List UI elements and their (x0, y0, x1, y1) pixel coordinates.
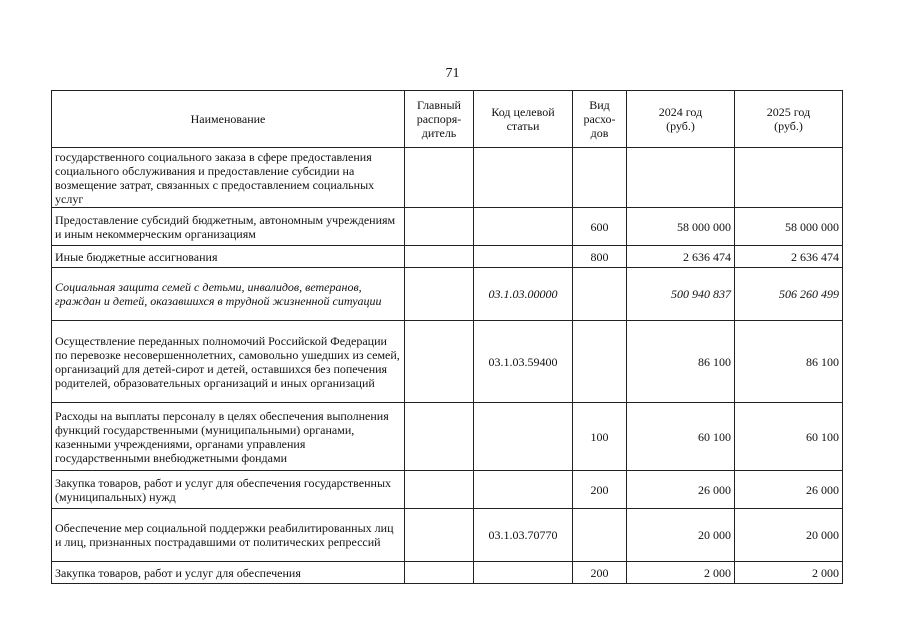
cell-admin (405, 268, 474, 321)
header-code-line: статьи (506, 119, 540, 133)
cell-admin (405, 208, 474, 246)
cell-2024: 60 100 (627, 403, 735, 471)
table-row (52, 208, 843, 246)
cell-type: 800 (573, 246, 627, 268)
header-admin-line: Главный (417, 98, 461, 112)
cell-admin (405, 321, 474, 403)
cell-admin (405, 562, 474, 584)
table-row (52, 509, 843, 562)
cell-admin (405, 403, 474, 471)
cell-code: 03.1.03.00000 (474, 268, 573, 321)
cell-2025 (735, 148, 843, 208)
cell-2024: 2 636 474 (627, 246, 735, 268)
cell-name: Закупка товаров, работ и услуг для обеспечения государственных (муниципальных) нужд (52, 471, 405, 509)
cell-name: Иные бюджетные ассигнования (52, 246, 405, 268)
cell-code (474, 562, 573, 584)
header-2025-line: (руб.) (774, 119, 803, 133)
cell-code (474, 471, 573, 509)
cell-2024: 86 100 (627, 321, 735, 403)
cell-admin (405, 509, 474, 562)
header-admin-line: распоря- (416, 112, 462, 126)
header-name: Наименование (52, 91, 405, 148)
header-type (573, 91, 627, 148)
cell-name: Обеспечение мер социальной поддержки реабилитированных лиц и лиц, признанных пострадавшими от политических репрессий (52, 509, 405, 562)
cell-2024: 500 940 837 (627, 268, 735, 321)
header-admin-line: дитель (421, 126, 457, 140)
header-type-line: расхо- (583, 112, 616, 126)
table-row (52, 246, 843, 268)
cell-2024: 20 000 (627, 509, 735, 562)
header-2025-line: 2025 год (766, 105, 811, 119)
cell-admin (405, 148, 474, 208)
cell-2025: 58 000 000 (735, 208, 843, 246)
table-row (52, 403, 843, 471)
cell-2024 (627, 148, 735, 208)
cell-code: 03.1.03.70770 (474, 509, 573, 562)
cell-2025: 26 000 (735, 471, 843, 509)
header-type-line: дов (590, 126, 609, 140)
table-row (52, 268, 843, 321)
cell-name: Расходы на выплаты персоналу в целях обеспечения выполнения функций государственными (муниципальными) органами, казенными учреждениями, органами управления государственными внебюджетными фондами (52, 403, 405, 471)
cell-name: Осуществление переданных полномочий Российской Федерации по перевозке несовершеннолетних, самовольно ушедших из семей, организаций для детей-сирот и детей, оставшихся без попечения родителей, образовательных организаций и иных организаций (52, 321, 405, 403)
cell-2025: 86 100 (735, 321, 843, 403)
header-2025 (735, 91, 843, 148)
cell-type (573, 268, 627, 321)
cell-code (474, 403, 573, 471)
cell-type: 200 (573, 471, 627, 509)
cell-name: государственного социального заказа в сфере предоставления социального обслуживания и предоставление субсидии на возмещение затрат, связанных с предоставлением социальных услуг (52, 148, 405, 208)
cell-type: 600 (573, 208, 627, 246)
cell-2025: 506 260 499 (735, 268, 843, 321)
header-2024-line: (руб.) (666, 119, 695, 133)
cell-code (474, 208, 573, 246)
cell-type: 200 (573, 562, 627, 584)
cell-code (474, 148, 573, 208)
header-code-line: Код целевой (491, 105, 555, 119)
cell-2025: 2 000 (735, 562, 843, 584)
header-admin (405, 91, 474, 148)
cell-code (474, 246, 573, 268)
header-2024-line: 2024 год (658, 105, 703, 119)
cell-code: 03.1.03.59400 (474, 321, 573, 403)
cell-admin (405, 246, 474, 268)
cell-type: 100 (573, 403, 627, 471)
cell-name: Закупка товаров, работ и услуг для обеспечения (52, 562, 405, 584)
page-number: 71 (445, 66, 460, 81)
cell-type (573, 509, 627, 562)
cell-2024: 26 000 (627, 471, 735, 509)
cell-2025: 20 000 (735, 509, 843, 562)
cell-type (573, 321, 627, 403)
table-row (52, 321, 843, 403)
cell-name: Предоставление субсидий бюджетным, автономным учреждениям и иным некоммерческим организациям (52, 208, 405, 246)
table-header-row (52, 91, 843, 148)
cell-2024: 58 000 000 (627, 208, 735, 246)
cell-2025: 2 636 474 (735, 246, 843, 268)
cell-type (573, 148, 627, 208)
table-row (52, 471, 843, 509)
header-code (474, 91, 573, 148)
cell-name: Социальная защита семей с детьми, инвалидов, ветеранов, граждан и детей, оказавшихся в трудной жизненной ситуации (52, 268, 405, 321)
header-type-line: Вид (589, 98, 610, 112)
cell-2025: 60 100 (735, 403, 843, 471)
table-row (52, 562, 843, 584)
cell-2024: 2 000 (627, 562, 735, 584)
budget-table (51, 90, 843, 584)
header-2024 (627, 91, 735, 148)
table-row (52, 148, 843, 208)
cell-admin (405, 471, 474, 509)
